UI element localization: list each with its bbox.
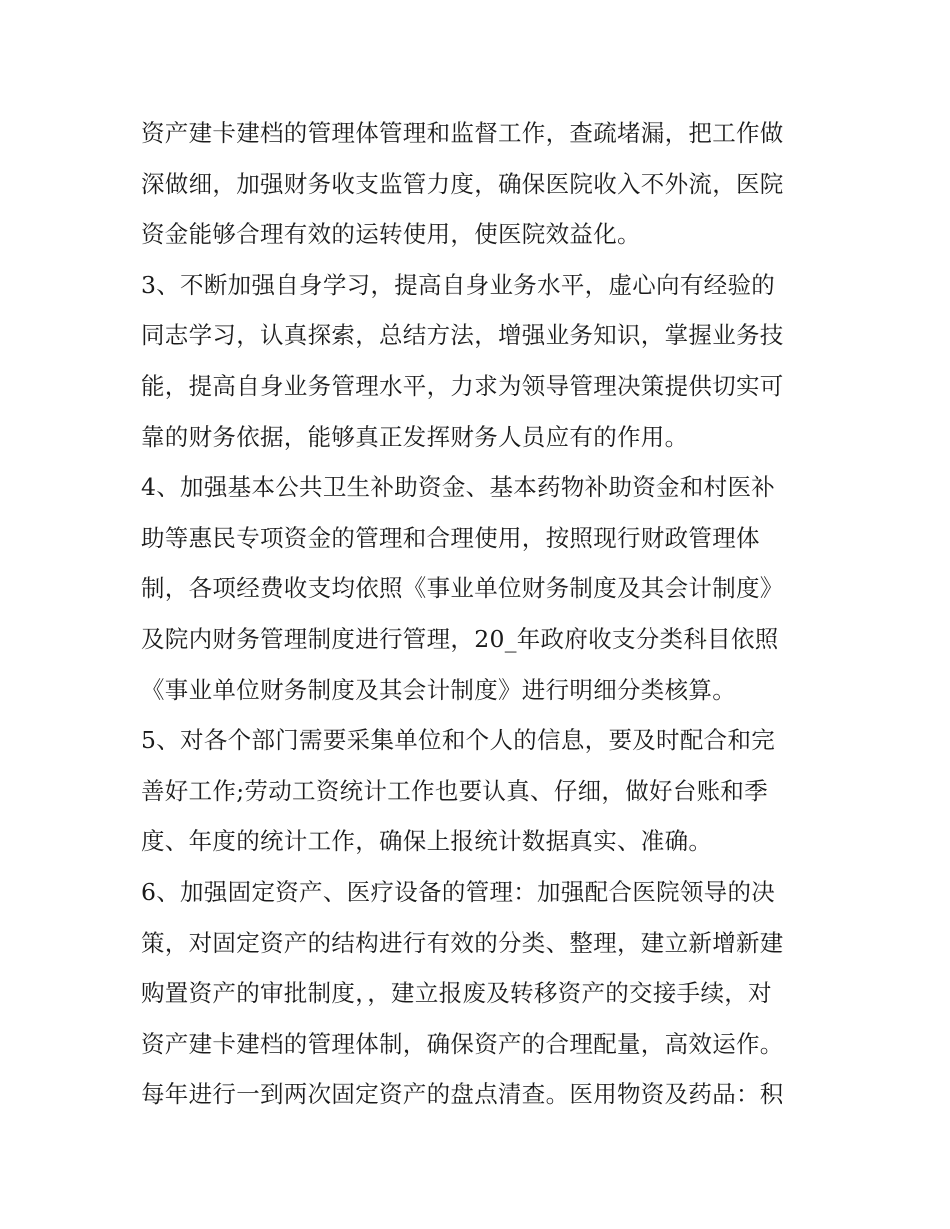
text-line: 深做细，加强财务收支监管力度，确保医院收入不外流，医院 xyxy=(141,169,784,198)
text-line: 购置资产的审批制度，，建立报废及转移资产的交接手续，对 xyxy=(141,979,772,1008)
text-line: 3、不断加强自身学习，提高自身业务水平，虚心向有经验的 xyxy=(141,270,776,299)
text-line: 4、加强基本公共卫生补助资金、基本药物补助资金和村医补 xyxy=(141,473,776,502)
text-line: 《事业单位财务制度及其会计制度》进行明细分类核算。 xyxy=(141,675,736,704)
text-line: 助等惠民专项资金的管理和合理使用，按照现行财政管理体 xyxy=(141,523,760,552)
text-line: 及院内财务管理制度进行管理，20_年政府收支分类科目依照 xyxy=(141,624,779,653)
text-line: 制，各项经费收支均依照《事业单位财务制度及其会计制度》 xyxy=(141,574,784,603)
text-line: 资金能够合理有效的运转使用，使医院效益化。 xyxy=(141,220,641,249)
text-line: 策，对固定资产的结构进行有效的分类、整理，建立新增新建 xyxy=(141,928,784,957)
text-line: 善好工作;劳动工资统计工作也要认真、仔细，做好台账和季 xyxy=(141,776,769,805)
text-line: 6、加强固定资产、医疗设备的管理：加强配合医院领导的决 xyxy=(141,877,776,906)
text-line: 度、年度的统计工作，确保上报统计数据真实、准确。 xyxy=(141,827,713,856)
text-line: 每年进行一到两次固定资产的盘点清查。医用物资及药品：积 xyxy=(141,1080,784,1109)
document-body xyxy=(141,108,821,1120)
text-line: 能，提高自身业务管理水平，力求为领导管理决策提供切实可 xyxy=(141,371,784,400)
text-line: 同志学习，认真探索，总结方法，增强业务知识，掌握业务技 xyxy=(141,321,784,350)
text-line: 资产建卡建档的管理体管理和监督工作，查疏堵漏，把工作做 xyxy=(141,119,784,147)
text-line: 5、对各个部门需要采集单位和个人的信息，要及时配合和完 xyxy=(141,726,776,755)
text-line: 资产建卡建档的管理体制，确保资产的合理配量，高效运作。 xyxy=(141,1029,784,1058)
text-line: 靠的财务依据，能够真正发挥财务人员应有的作用。 xyxy=(141,422,689,451)
